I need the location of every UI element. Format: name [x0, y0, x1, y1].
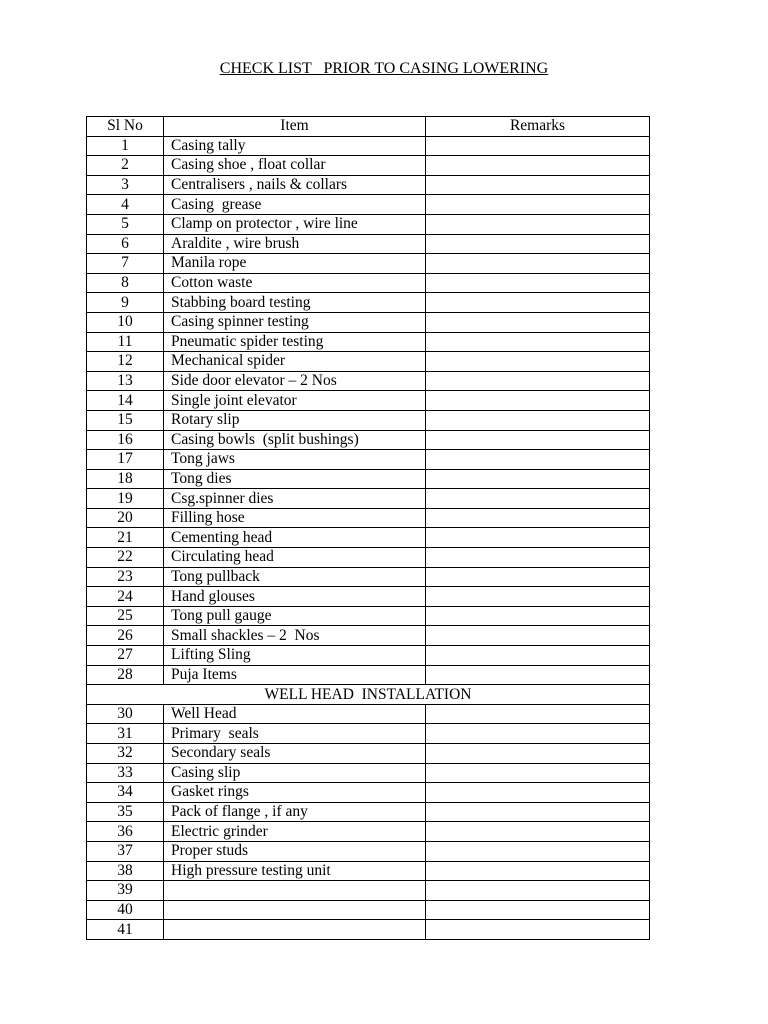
table-row — [87, 391, 650, 411]
table-row — [87, 489, 650, 509]
sl-no-cell: 34 — [87, 783, 164, 803]
sl-no-cell: 38 — [87, 861, 164, 881]
table-row — [87, 646, 650, 666]
sl-no-cell: 16 — [87, 430, 164, 450]
sl-no-cell: 21 — [87, 528, 164, 548]
table-header-row — [87, 117, 650, 137]
column-header-sl-no: Sl No — [87, 117, 164, 137]
item-cell: Centralisers , nails & collars — [164, 175, 426, 195]
item-cell: Casing tally — [164, 136, 426, 156]
remarks-cell — [426, 391, 650, 411]
sl-no-cell: 3 — [87, 175, 164, 195]
remarks-cell — [426, 273, 650, 293]
item-cell: Gasket rings — [164, 783, 426, 803]
remarks-cell — [426, 508, 650, 528]
item-cell: Filling hose — [164, 508, 426, 528]
sl-no-cell: 17 — [87, 450, 164, 470]
sl-no-cell: 5 — [87, 214, 164, 234]
sl-no-cell: 22 — [87, 548, 164, 568]
table-row — [87, 881, 650, 901]
remarks-cell — [426, 214, 650, 234]
sl-no-cell: 33 — [87, 763, 164, 783]
remarks-cell — [426, 783, 650, 803]
table-row — [87, 704, 650, 724]
remarks-cell — [426, 156, 650, 176]
remarks-cell — [426, 371, 650, 391]
sl-no-cell: 39 — [87, 881, 164, 901]
item-cell: Tong pull gauge — [164, 606, 426, 626]
table-row — [87, 371, 650, 391]
item-cell: Casing shoe , float collar — [164, 156, 426, 176]
section-heading: WELL HEAD INSTALLATION — [87, 685, 650, 705]
table-row — [87, 763, 650, 783]
remarks-cell — [426, 548, 650, 568]
item-cell: Proper studs — [164, 841, 426, 861]
sl-no-cell: 28 — [87, 665, 164, 685]
item-cell: Pack of flange , if any — [164, 802, 426, 822]
table-row — [87, 567, 650, 587]
table-row — [87, 744, 650, 764]
item-cell: Electric grinder — [164, 822, 426, 842]
remarks-cell — [426, 822, 650, 842]
item-cell: Tong dies — [164, 469, 426, 489]
table-row — [87, 508, 650, 528]
sl-no-cell: 26 — [87, 626, 164, 646]
remarks-cell — [426, 606, 650, 626]
item-cell: High pressure testing unit — [164, 861, 426, 881]
item-cell: Cementing head — [164, 528, 426, 548]
sl-no-cell: 24 — [87, 587, 164, 607]
item-cell: Csg.spinner dies — [164, 489, 426, 509]
remarks-cell — [426, 332, 650, 352]
table-row — [87, 900, 650, 920]
remarks-cell — [426, 841, 650, 861]
table-row — [87, 254, 650, 274]
sl-no-cell: 8 — [87, 273, 164, 293]
table-row — [87, 587, 650, 607]
checklist-table — [86, 116, 650, 940]
sl-no-cell: 1 — [87, 136, 164, 156]
item-cell: Secondary seals — [164, 744, 426, 764]
table-row — [87, 136, 650, 156]
remarks-cell — [426, 175, 650, 195]
item-cell: Lifting Sling — [164, 646, 426, 666]
sl-no-cell: 20 — [87, 508, 164, 528]
item-cell: Clamp on protector , wire line — [164, 214, 426, 234]
table-row — [87, 802, 650, 822]
item-cell: Manila rope — [164, 254, 426, 274]
sl-no-cell: 7 — [87, 254, 164, 274]
sl-no-cell: 41 — [87, 920, 164, 940]
remarks-cell — [426, 528, 650, 548]
remarks-cell — [426, 136, 650, 156]
item-cell: Pneumatic spider testing — [164, 332, 426, 352]
sl-no-cell: 2 — [87, 156, 164, 176]
remarks-cell — [426, 626, 650, 646]
item-cell — [164, 881, 426, 901]
table-row — [87, 665, 650, 685]
sl-no-cell: 10 — [87, 312, 164, 332]
table-row — [87, 626, 650, 646]
sl-no-cell: 11 — [87, 332, 164, 352]
table-row — [87, 195, 650, 215]
table-row — [87, 156, 650, 176]
item-cell — [164, 920, 426, 940]
remarks-cell — [426, 744, 650, 764]
document-title: CHECK LIST PRIOR TO CASING LOWERING — [219, 60, 549, 77]
sl-no-cell: 4 — [87, 195, 164, 215]
item-cell: Small shackles – 2 Nos — [164, 626, 426, 646]
item-cell: Casing spinner testing — [164, 312, 426, 332]
table-row — [87, 606, 650, 626]
table-row — [87, 528, 650, 548]
table-row — [87, 783, 650, 803]
item-cell: Stabbing board testing — [164, 293, 426, 313]
sl-no-cell: 35 — [87, 802, 164, 822]
sl-no-cell: 18 — [87, 469, 164, 489]
sl-no-cell: 14 — [87, 391, 164, 411]
remarks-cell — [426, 293, 650, 313]
remarks-cell — [426, 254, 650, 274]
table-row — [87, 214, 650, 234]
sl-no-cell: 31 — [87, 724, 164, 744]
sl-no-cell: 32 — [87, 744, 164, 764]
sl-no-cell: 25 — [87, 606, 164, 626]
table-row — [87, 352, 650, 372]
item-cell: Primary seals — [164, 724, 426, 744]
table-row — [87, 410, 650, 430]
remarks-cell — [426, 352, 650, 372]
table-row — [87, 861, 650, 881]
item-cell: Mechanical spider — [164, 352, 426, 372]
sl-no-cell: 12 — [87, 352, 164, 372]
remarks-cell — [426, 763, 650, 783]
remarks-cell — [426, 567, 650, 587]
section-prior-to-casing — [87, 136, 650, 685]
table-row — [87, 312, 650, 332]
remarks-cell — [426, 587, 650, 607]
remarks-cell — [426, 450, 650, 470]
table-row — [87, 175, 650, 195]
item-cell: Well Head — [164, 704, 426, 724]
sl-no-cell: 30 — [87, 704, 164, 724]
item-cell: Tong pullback — [164, 567, 426, 587]
item-cell: Hand glouses — [164, 587, 426, 607]
table-row — [87, 724, 650, 744]
column-header-item: Item — [164, 117, 426, 137]
remarks-cell — [426, 430, 650, 450]
item-cell: Casing grease — [164, 195, 426, 215]
remarks-cell — [426, 410, 650, 430]
item-cell: Puja Items — [164, 665, 426, 685]
remarks-cell — [426, 920, 650, 940]
table-row — [87, 332, 650, 352]
remarks-cell — [426, 195, 650, 215]
remarks-cell — [426, 881, 650, 901]
remarks-cell — [426, 234, 650, 254]
sl-no-cell: 27 — [87, 646, 164, 666]
sl-no-cell: 40 — [87, 900, 164, 920]
remarks-cell — [426, 665, 650, 685]
table-row — [87, 293, 650, 313]
sl-no-cell: 13 — [87, 371, 164, 391]
table-row — [87, 548, 650, 568]
table-row — [87, 450, 650, 470]
item-cell: Single joint elevator — [164, 391, 426, 411]
sl-no-cell: 6 — [87, 234, 164, 254]
section-well-head — [87, 685, 650, 940]
table-row — [87, 822, 650, 842]
sl-no-cell: 37 — [87, 841, 164, 861]
remarks-cell — [426, 704, 650, 724]
item-cell: Circulating head — [164, 548, 426, 568]
sl-no-cell: 9 — [87, 293, 164, 313]
remarks-cell — [426, 469, 650, 489]
item-cell: Cotton waste — [164, 273, 426, 293]
sl-no-cell: 15 — [87, 410, 164, 430]
sl-no-cell: 23 — [87, 567, 164, 587]
item-cell: Casing bowls (split bushings) — [164, 430, 426, 450]
remarks-cell — [426, 900, 650, 920]
remarks-cell — [426, 489, 650, 509]
column-header-remarks: Remarks — [426, 117, 650, 137]
table-row — [87, 920, 650, 940]
remarks-cell — [426, 861, 650, 881]
item-cell: Tong jaws — [164, 450, 426, 470]
section-heading-row — [87, 685, 650, 705]
remarks-cell — [426, 724, 650, 744]
item-cell — [164, 900, 426, 920]
table-row — [87, 841, 650, 861]
table-row — [87, 273, 650, 293]
item-cell: Casing slip — [164, 763, 426, 783]
sl-no-cell: 36 — [87, 822, 164, 842]
item-cell: Araldite , wire brush — [164, 234, 426, 254]
table-row — [87, 469, 650, 489]
item-cell: Rotary slip — [164, 410, 426, 430]
item-cell: Side door elevator – 2 Nos — [164, 371, 426, 391]
remarks-cell — [426, 802, 650, 822]
table-row — [87, 234, 650, 254]
table-row — [87, 430, 650, 450]
sl-no-cell: 19 — [87, 489, 164, 509]
remarks-cell — [426, 646, 650, 666]
remarks-cell — [426, 312, 650, 332]
